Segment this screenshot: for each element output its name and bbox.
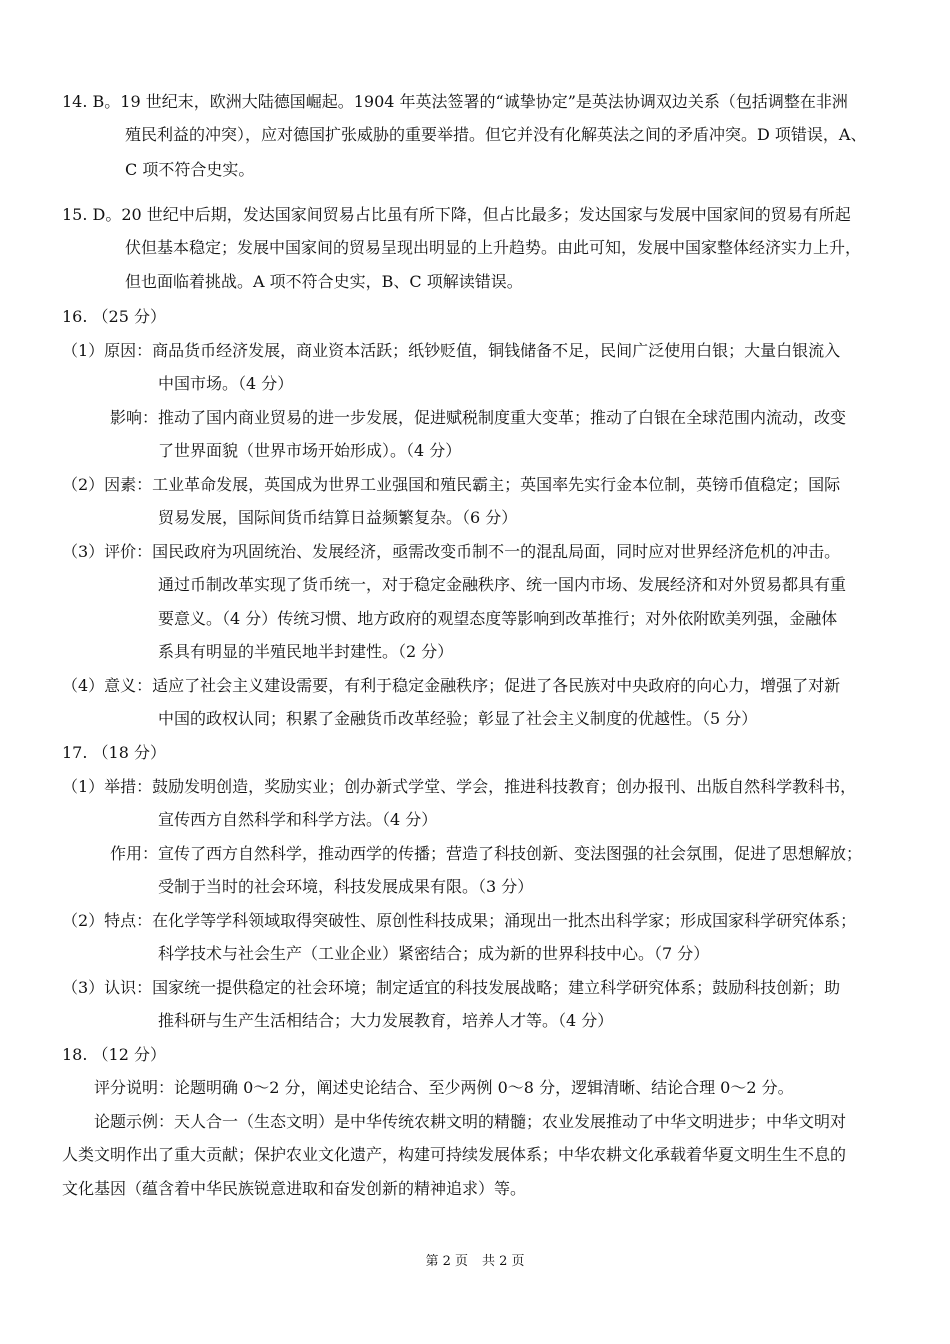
q16-part2-line-2: 贸易发展，国际间货币结算日益频繁复杂。（6 分） <box>158 508 518 527</box>
q17-part3-line-1: （3）认识：国家统一提供稳定的社会环境；制定适宜的科技发展战略；建立科学研究体系；鼓励科技创新；助 <box>62 978 841 997</box>
q17-part1-line-1: （1）举措：鼓励发明创造，奖励实业；创办新式学堂、学会，推进科技教育；创办报刊、出版自然科学教科书， <box>62 777 857 796</box>
q15-line-1: 15. D。20 世纪中后期，发达国家间贸易占比虽有所下降，但占比最多；发达国家与发展中国家间的贸易有所起 <box>62 205 851 224</box>
q15-line-2: 伏但基本稳定；发展中国家间的贸易呈现出明显的上升趋势。由此可知，发展中国家整体经济实力上升， <box>125 238 862 257</box>
q17-part1-line-3: 作用：宣传了西方自然科学，推动西学的传播；营造了科技创新、变法图强的社会氛围，促进了思想解放； <box>110 844 863 863</box>
q18-example-line-1: 论题示例：天人合一（生态文明）是中华传统农耕文明的精髓；农业发展推动了中华文明进步；中华文明对 <box>94 1112 847 1131</box>
q16-part4-line-2: 中国的政权认同；积累了金融货币改革经验；彰显了社会主义制度的优越性。（5 分） <box>158 709 758 728</box>
q18-scoring-note: 评分说明：论题明确 0～2 分，阐述史论结合、至少两例 0～8 分，逻辑清晰、结论合理 0～2 分。 <box>94 1078 794 1097</box>
q17-part2-line-2: 科学技术与社会生产（工业企业）紧密结合；成为新的世界科技中心。（7 分） <box>158 944 710 963</box>
q15-line-3: 但也面临着挑战。A 项不符合史实，B、C 项解读错误。 <box>125 272 523 291</box>
page-total: 共 2 页 <box>482 1254 525 1269</box>
q17-part1-line-4: 受制于当时的社会环境，科技发展成果有限。（3 分） <box>158 877 534 896</box>
q16-part1-line-2: 中国市场。（4 分） <box>158 374 294 393</box>
page-footer <box>0 1254 950 1270</box>
q18-example-line-2: 人类文明作出了重大贡献；保护农业文化遗产，构建可持续发展体系；中华农耕文化承载着华夏文明生生不息的 <box>62 1145 847 1164</box>
q16-part3-line-2: 通过币制改革实现了货币统一，对于稳定金融秩序、统一国内市场、发展经济和对外贸易都具有重 <box>158 575 847 594</box>
q17-part3-line-2: 推科研与生产生活相结合；大力发展教育，培养人才等。（4 分） <box>158 1011 614 1030</box>
page-number: 第 2 页 <box>425 1254 468 1269</box>
q16-part2-line-1: （2）因素：工业革命发展，英国成为世界工业强国和殖民霸主；英国率先实行金本位制，英镑币值稳定；国际 <box>62 475 841 494</box>
q16-part1-line-3: 影响：推动了国内商业贸易的进一步发展，促进赋税制度重大变革；推动了白银在全球范围内流动，改变 <box>110 408 847 427</box>
q14-line-2: 殖民利益的冲突），应对德国扩张威胁的重要举措。但它并没有化解英法之间的矛盾冲突。D 项错误，A、 <box>125 125 867 144</box>
q16-part1-line-4: 了世界面貌（世界市场开始形成）。（4 分） <box>158 441 462 460</box>
q16-part3-line-1: （3）评价：国民政府为巩固统治、发展经济，亟需改变币制不一的混乱局面，同时应对世界经济危机的冲击。 <box>62 542 841 561</box>
q16-part4-line-1: （4）意义：适应了社会主义建设需要，有利于稳定金融秩序；促进了各民族对中央政府的向心力，增强了对新 <box>62 676 841 695</box>
q16-part3-line-3: 要意义。（4 分）传统习惯、地方政府的观望态度等影响到改革推行；对外依附欧美列强，金融体 <box>158 609 838 628</box>
q17-part2-line-1: （2）特点：在化学等学科领域取得突破性、原创性科技成果；涌现出一批杰出科学家；形成国家科学研究体系； <box>62 911 857 930</box>
q16-heading: 16. （25 分） <box>62 307 166 326</box>
q17-heading: 17. （18 分） <box>62 743 166 762</box>
q16-part3-line-4: 系具有明显的半殖民地半封建性。（2 分） <box>158 642 454 661</box>
q18-heading: 18. （12 分） <box>62 1045 166 1064</box>
q16-part1-line-1: （1）原因：商品货币经济发展，商业资本活跃；纸钞贬值，铜钱储备不足，民间广泛使用白银；大量白银流入 <box>62 341 841 360</box>
q14-line-3: C 项不符合史实。 <box>125 160 255 179</box>
q14-line-1: 14. B。19 世纪末，欧洲大陆德国崛起。1904 年英法签署的“诚挚协定”是英法协调双边关系（包括调整在非洲 <box>62 92 848 111</box>
q17-part1-line-2: 宣传西方自然科学和科学方法。（4 分） <box>158 810 438 829</box>
q18-example-line-3: 文化基因（蕴含着中华民族锐意进取和奋发创新的精神追求）等。 <box>62 1179 527 1198</box>
